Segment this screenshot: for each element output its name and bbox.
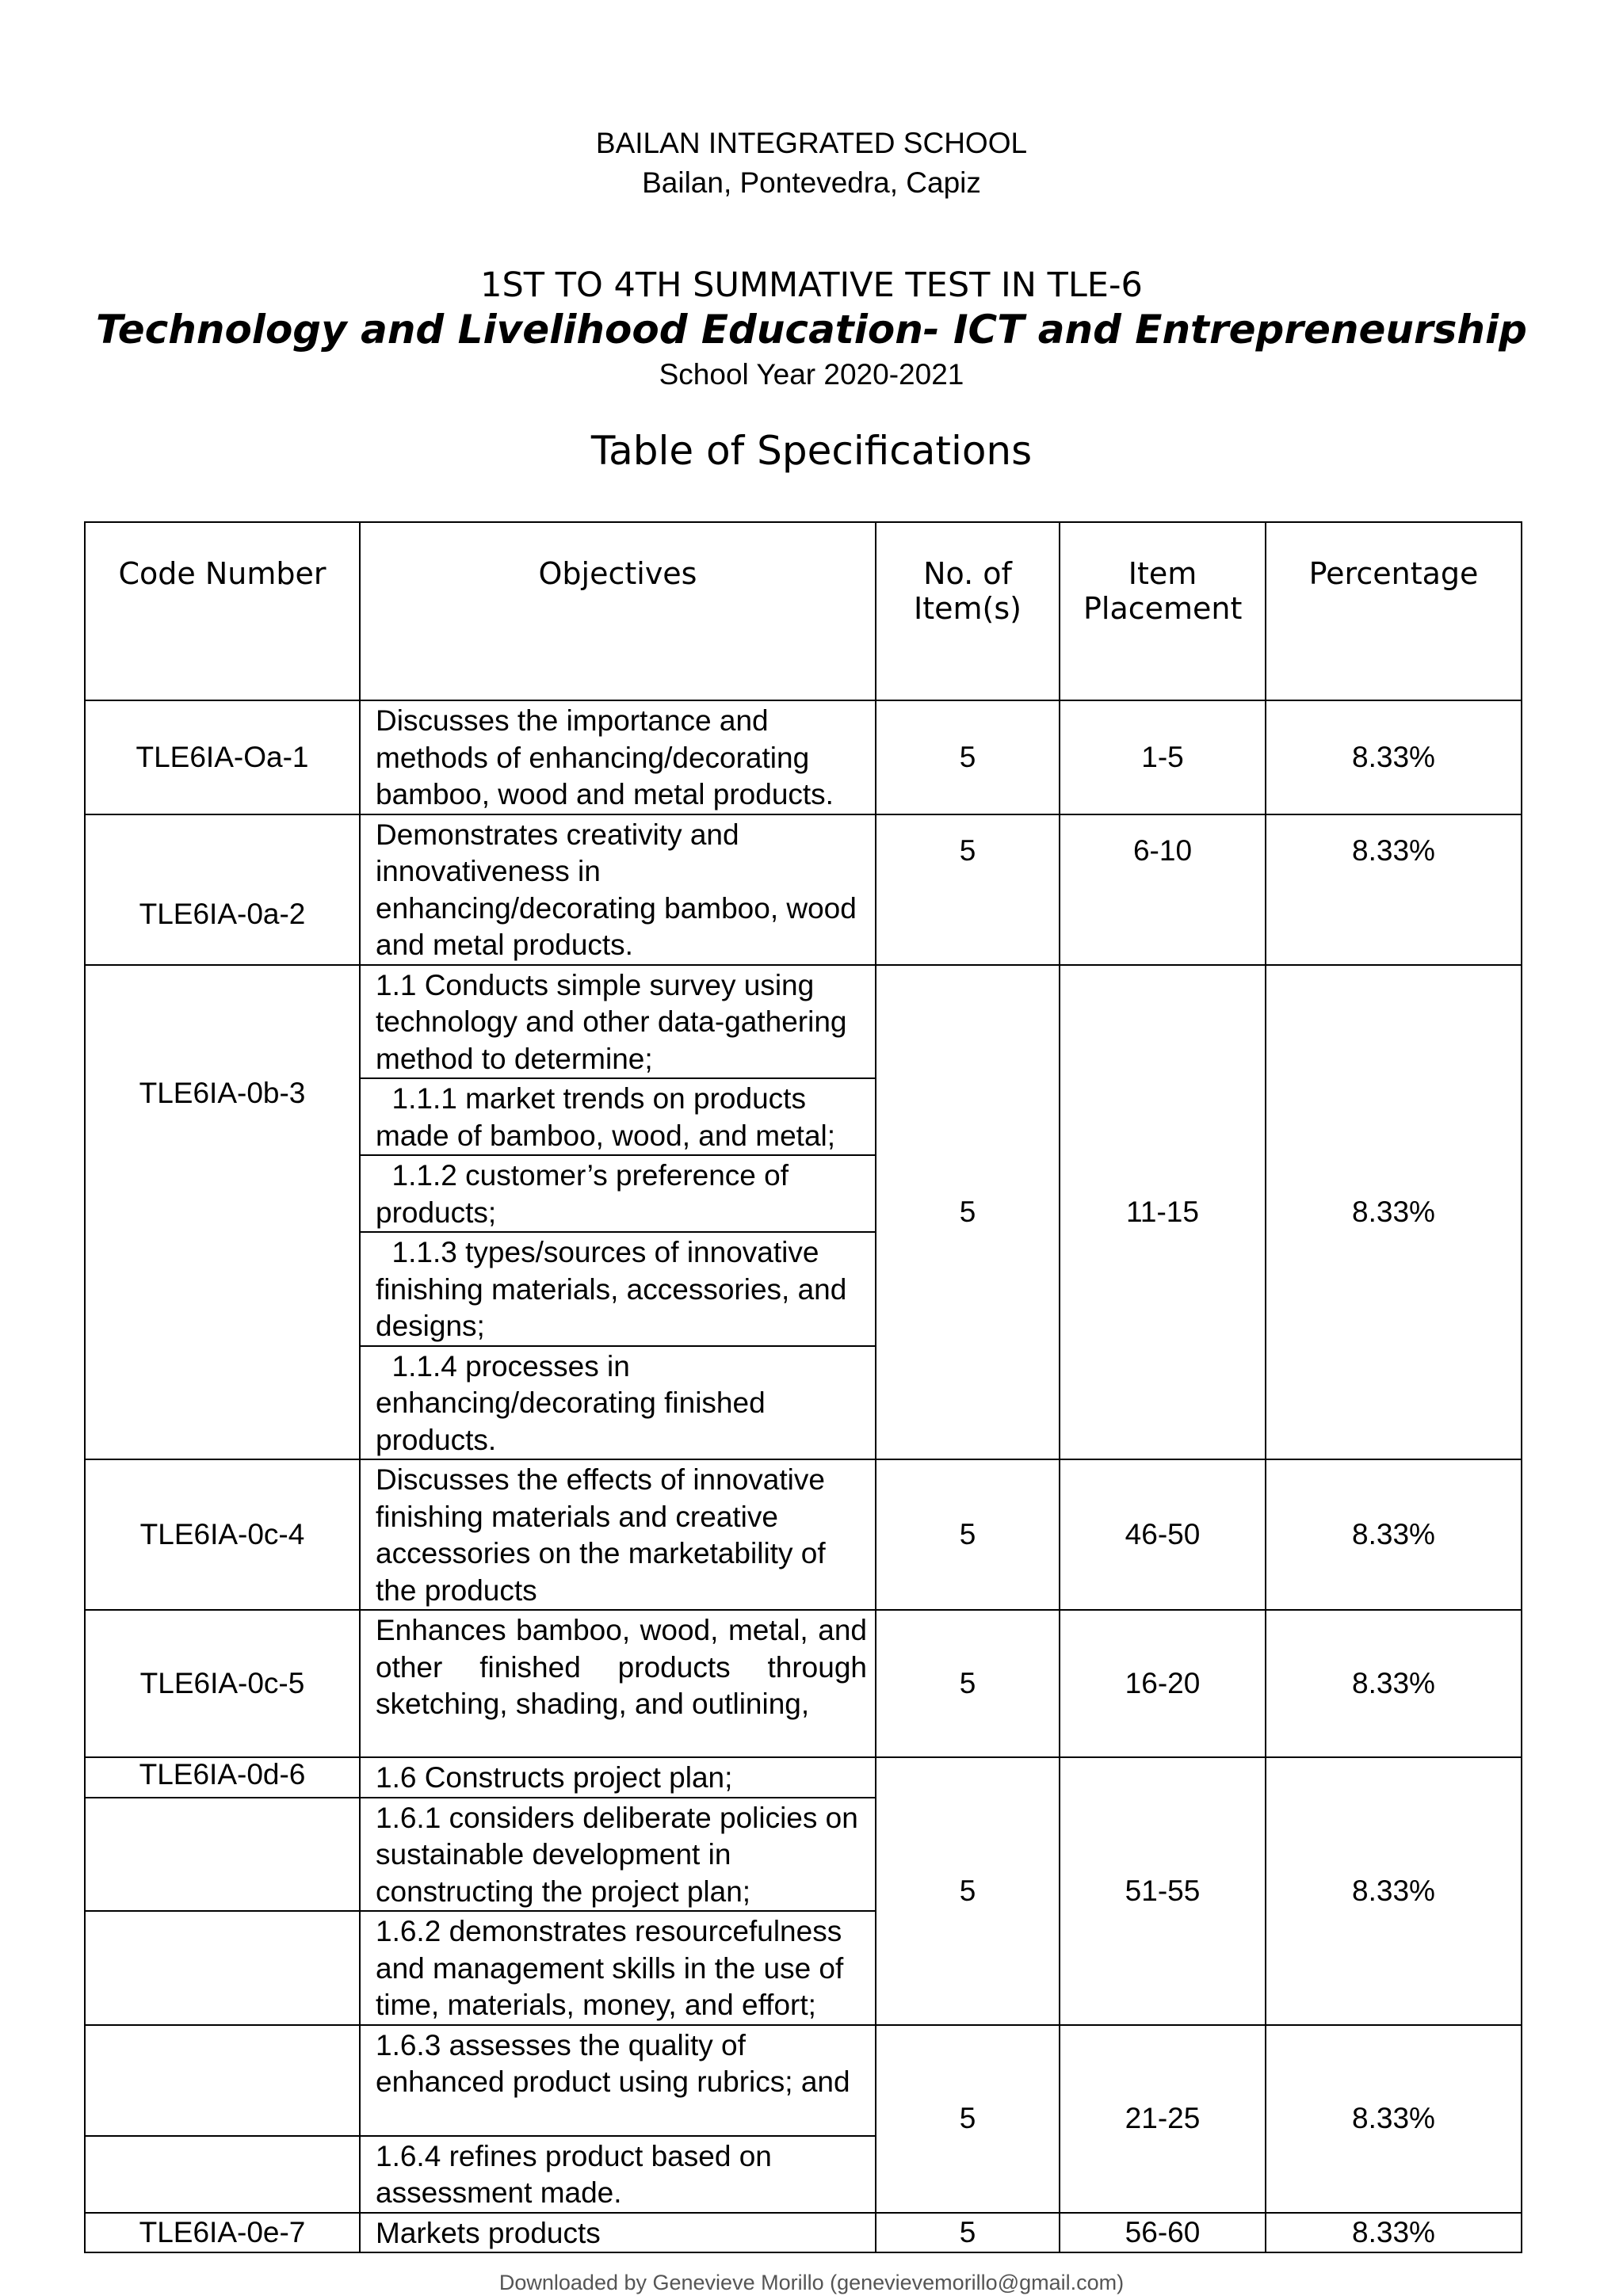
code-cell: [85, 2025, 360, 2136]
table-row: [85, 2213, 1522, 2253]
code-cell: [85, 1911, 360, 2025]
table-row: [85, 1757, 1522, 1798]
percentage-cell: 8.33%: [1266, 965, 1522, 1460]
column-header-code: Code Number: [85, 522, 360, 700]
school-year: School Year 2020-2021: [659, 358, 964, 391]
objective-cell: 1.1.2 customer’s preference of products;: [360, 1155, 876, 1232]
objective-cell: 1.6.1 considers deliberate policies on sustainable development in constructing the project plan;: [360, 1798, 876, 1912]
download-footer: Downloaded by Genevieve Morillo (genevievemorillo@gmail.com): [498, 2271, 1125, 2294]
code-cell: [85, 1798, 360, 1912]
objective-cell: 1.6.2 demonstrates resourcefulness and management skills in the use of time, materials, money, and effort;: [360, 1911, 876, 2025]
section-title: Table of Specifications: [590, 428, 1033, 474]
objective-cell: 1.6.3 assesses the quality of enhanced product using rubrics; and: [360, 2025, 876, 2136]
code-cell: TLE6IA-0a-2: [85, 814, 360, 965]
percentage-cell: 8.33%: [1266, 2025, 1522, 2213]
code-cell: TLE6IA-0d-6: [85, 1757, 360, 1798]
placement-cell: 51-55: [1060, 1757, 1266, 2025]
column-header-placement: Item Placement: [1060, 522, 1266, 700]
percentage-cell: 8.33%: [1266, 1757, 1522, 2025]
objective-cell: Discusses the effects of innovative finishing materials and creative accessories on the marketability of the products: [360, 1459, 876, 1610]
items-cell: 5: [876, 814, 1060, 965]
column-header-percentage: Percentage: [1266, 522, 1522, 700]
column-header-objectives: Objectives: [360, 522, 876, 700]
percentage-cell: 8.33%: [1266, 1459, 1522, 1610]
specifications-table: [84, 521, 1522, 2253]
test-title: 1ST TO 4TH SUMMATIVE TEST IN TLE-6: [480, 265, 1143, 305]
objective-cell: 1.1.3 types/sources of innovative finishing materials, accessories, and designs;: [360, 1232, 876, 1346]
subject-title: Technology and Livelihood Education- ICT and Entrepreneurship: [96, 307, 1527, 353]
column-header-items: No. of Item(s): [876, 522, 1060, 700]
objective-cell: Markets products: [360, 2213, 876, 2253]
table-header-row: [85, 522, 1522, 700]
code-cell: TLE6IA-0b-3: [85, 965, 360, 1460]
objective-cell: 1.6.4 refines product based on assessment made.: [360, 2136, 876, 2213]
items-cell: 5: [876, 2213, 1060, 2253]
placement-cell: 21-25: [1060, 2025, 1266, 2213]
placement-cell: 46-50: [1060, 1459, 1266, 1610]
table-row: [85, 700, 1522, 814]
code-cell: TLE6IA-0e-7: [85, 2213, 360, 2253]
objective-cell: Discusses the importance and methods of enhancing/decorating bamboo, wood and metal products.: [360, 700, 876, 814]
placement-cell: 1-5: [1060, 700, 1266, 814]
code-cell: TLE6IA-0c-5: [85, 1610, 360, 1757]
code-cell: TLE6IA-Oa-1: [85, 700, 360, 814]
placement-cell: 16-20: [1060, 1610, 1266, 1757]
table-row: [85, 814, 1522, 965]
code-cell: TLE6IA-0c-4: [85, 1459, 360, 1610]
percentage-cell: 8.33%: [1266, 2213, 1522, 2253]
objective-cell: 1.1.1 market trends on products made of bamboo, wood, and metal;: [360, 1078, 876, 1155]
objective-cell: 1.1.4 processes in enhancing/decorating finished products.: [360, 1346, 876, 1460]
items-cell: 5: [876, 1757, 1060, 2025]
placement-cell: 56-60: [1060, 2213, 1266, 2253]
items-cell: 5: [876, 1610, 1060, 1757]
code-cell: [85, 2136, 360, 2213]
items-cell: 5: [876, 1459, 1060, 1610]
table-row: [85, 965, 1522, 1079]
percentage-cell: 8.33%: [1266, 814, 1522, 965]
table-row: [85, 1610, 1522, 1757]
objective-cell: Enhances bamboo, wood, metal, and other finished products through sketching, shading, and outlining,: [360, 1610, 876, 1757]
table-row: [85, 2025, 1522, 2136]
placement-cell: 6-10: [1060, 814, 1266, 965]
table-row: [85, 1459, 1522, 1610]
objective-cell: 1.1 Conducts simple survey using technology and other data-gathering method to determine;: [360, 965, 876, 1079]
school-address: Bailan, Pontevedra, Capiz: [642, 166, 981, 199]
objective-cell: Demonstrates creativity and innovativeness in enhancing/decorating bamboo, wood and metal products.: [360, 814, 876, 965]
objective-cell: 1.6 Constructs project plan;: [360, 1757, 876, 1798]
items-cell: 5: [876, 700, 1060, 814]
percentage-cell: 8.33%: [1266, 700, 1522, 814]
items-cell: 5: [876, 2025, 1060, 2213]
placement-cell: 11-15: [1060, 965, 1266, 1460]
items-cell: 5: [876, 965, 1060, 1460]
school-name: BAILAN INTEGRATED SCHOOL: [595, 127, 1028, 159]
percentage-cell: 8.33%: [1266, 1610, 1522, 1757]
